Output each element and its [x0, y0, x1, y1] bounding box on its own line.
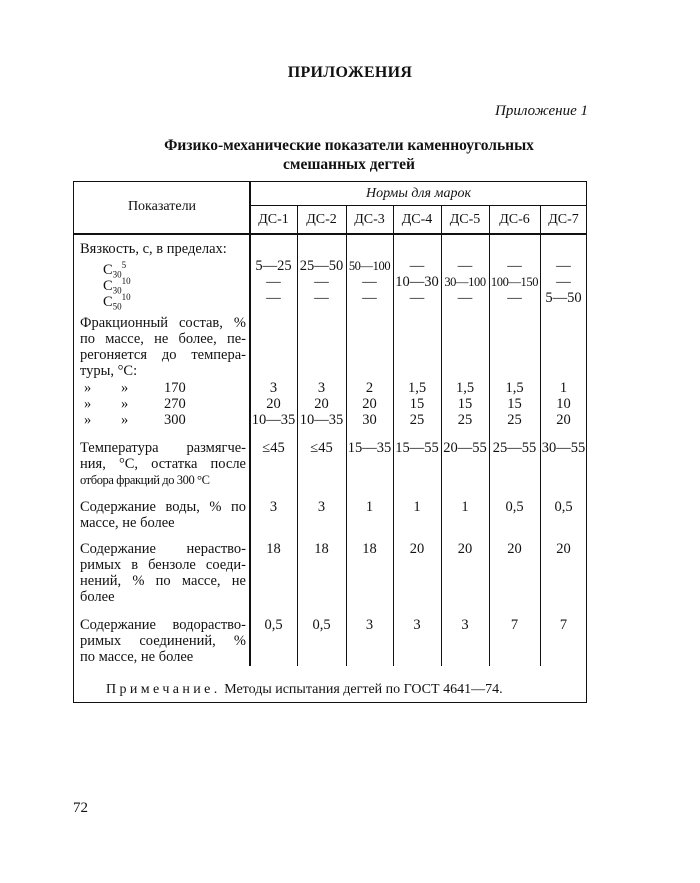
rule-under-header [73, 233, 587, 235]
value-cell: 3 [317, 499, 326, 515]
viscosity-c: С [103, 261, 113, 278]
insoluble-label-line: более [80, 589, 115, 605]
softening-label-line: ния, °С, остатка после [80, 456, 246, 472]
value-cell: — [457, 290, 473, 306]
value-cell: — [556, 258, 571, 274]
value-cell: 1,5 [407, 380, 427, 396]
grade-header: ДС-3 [354, 212, 385, 227]
value-cell: 3 [269, 380, 278, 396]
viscosity-sup: 10 [121, 292, 131, 302]
value-cell: 3 [317, 380, 326, 396]
value-cell: 100—150 [490, 275, 539, 289]
value-cell: 1 [413, 499, 421, 515]
value-cell: — [409, 290, 425, 306]
value-cell: 25 [507, 412, 522, 428]
rule-under-norms [249, 205, 587, 206]
value-cell: 7 [510, 617, 519, 633]
value-cell: 5—50 [545, 290, 582, 306]
viscosity-c-50-10 [103, 289, 131, 315]
value-cell: 20 [266, 396, 281, 412]
value-cell: 3 [413, 617, 421, 633]
value-cell: 15 [457, 396, 473, 412]
quote-mark: » [84, 380, 92, 396]
value-cell: 1 [559, 380, 568, 396]
viscosity-sub: 30 [112, 269, 122, 280]
insoluble-label-line: римых в бензоле соеди- [80, 557, 246, 573]
value-cell: — [314, 274, 329, 290]
viscosity-sup: 5 [121, 260, 127, 270]
value-cell: — [314, 290, 329, 306]
value-cell: 0,5 [312, 617, 331, 633]
value-cell: — [362, 290, 377, 306]
value-cell: — [362, 274, 377, 290]
value-cell: 18 [362, 541, 377, 557]
value-cell: 20 [314, 396, 329, 412]
softening-label-line: отбора фракций до 300 °С [80, 473, 210, 487]
watersoluble-label-line: по массе, не более [80, 649, 194, 665]
viscosity-sub: 30 [112, 285, 122, 296]
quote-mark: » [84, 396, 92, 412]
value-cell: 20—55 [443, 440, 487, 456]
table-title-line-1: Физико-механические показатели каменноугольных [164, 137, 534, 154]
value-cell: 20 [409, 541, 425, 557]
fraction-label-line: по массе, не более, пе- [80, 331, 246, 347]
value-cell: 18 [314, 541, 329, 557]
value-cell: 2 [365, 380, 374, 396]
value-cell: 50—100 [348, 259, 391, 273]
note-label: Примечание. [106, 682, 221, 697]
value-cell: — [507, 290, 522, 306]
fraction-temp: 170 [164, 380, 186, 396]
grade-header: ДС-5 [449, 212, 481, 227]
section-title: ПРИЛОЖЕНИЯ [287, 64, 413, 81]
note-text: Методы испытания дегтей по ГОСТ 4641—74. [220, 682, 503, 697]
viscosity-label: Вязкость, с, в пределах: [80, 241, 227, 257]
insoluble-label-line: Содержание нераство- [80, 541, 246, 557]
value-cell: 18 [266, 541, 281, 557]
water-label-line: массе, не более [80, 515, 175, 531]
grade-header: ДС-4 [401, 212, 433, 227]
grade-header: ДС-2 [306, 212, 337, 227]
fraction-temp: 300 [164, 412, 186, 428]
value-cell: — [556, 274, 571, 290]
table-title-line-2: смешанных дегтей [283, 156, 415, 173]
value-cell: 15 [507, 396, 522, 412]
value-cell: — [457, 258, 473, 274]
value-cell: 0,5 [264, 617, 283, 633]
value-cell: — [507, 258, 522, 274]
quote-mark: » [84, 412, 92, 428]
fraction-label-line: регоняется до темпера- [80, 347, 246, 363]
value-cell: 20 [457, 541, 473, 557]
value-cell: 20 [507, 541, 522, 557]
value-cell: 15—35 [347, 440, 392, 456]
value-cell: 30 [362, 412, 377, 428]
viscosity-c: С [103, 277, 113, 294]
value-cell: 1,5 [455, 380, 475, 396]
value-cell: 15 [409, 396, 425, 412]
value-cell: 10—35 [299, 412, 344, 428]
quote-mark: » [121, 412, 129, 428]
quote-mark: » [121, 380, 129, 396]
quote-mark: » [121, 396, 129, 412]
value-cell: 10 [556, 396, 571, 412]
page-number: 72 [73, 800, 88, 816]
water-label-line: Содержание воды, % по [80, 499, 246, 515]
viscosity-sup: 10 [121, 276, 131, 286]
fraction-label-line: туры, °С: [80, 363, 138, 379]
softening-label-line: Температура размягче- [80, 440, 246, 456]
fraction-temp: 270 [164, 396, 186, 412]
watersoluble-label-line: Содержание водораство- [80, 617, 246, 633]
watersoluble-label-line: римых соединений, % [80, 633, 246, 649]
value-cell: 25 [457, 412, 473, 428]
value-cell: 3 [269, 499, 278, 515]
value-cell: 20 [362, 396, 377, 412]
value-cell: ≤45 [310, 440, 333, 456]
value-cell: — [266, 274, 281, 290]
viscosity-sub: 50 [112, 301, 122, 312]
value-cell: 1 [365, 499, 374, 515]
value-cell: 30—55 [541, 440, 586, 456]
value-cell: 20 [556, 412, 571, 428]
value-cell: 0,5 [505, 499, 524, 515]
value-cell: 25—55 [492, 440, 537, 456]
value-cell: 3 [365, 617, 374, 633]
value-cell: 1,5 [505, 380, 524, 396]
value-cell: ≤45 [262, 440, 285, 456]
grade-header: ДС-1 [258, 212, 289, 227]
value-cell: 20 [556, 541, 571, 557]
value-cell: 25 [409, 412, 425, 428]
value-cell: 15—55 [395, 440, 439, 456]
value-cell: — [266, 290, 281, 306]
value-cell: 5—25 [255, 258, 292, 274]
value-cell: 10—30 [395, 274, 439, 290]
header-norms: Нормы для марок [365, 186, 471, 201]
value-cell: 7 [559, 617, 568, 633]
value-cell: 30—100 [444, 275, 486, 289]
value-cell: 10—35 [251, 412, 296, 428]
insoluble-label-line: нений, % по массе, не [80, 573, 246, 589]
appendix-label: Приложение 1 [495, 103, 588, 119]
header-indicator: Показатели [127, 199, 197, 214]
value-cell: 0,5 [554, 499, 573, 515]
value-cell: 25—50 [299, 258, 344, 274]
fraction-label-line: Фракционный состав, % [80, 315, 246, 331]
value-cell: — [409, 258, 425, 274]
value-cell: 1 [461, 499, 469, 515]
grade-header: ДС-6 [499, 212, 530, 227]
viscosity-c: С [103, 293, 113, 310]
value-cell: 3 [461, 617, 469, 633]
grade-header: ДС-7 [548, 212, 579, 227]
table-note [106, 682, 503, 698]
table-title [120, 136, 578, 174]
